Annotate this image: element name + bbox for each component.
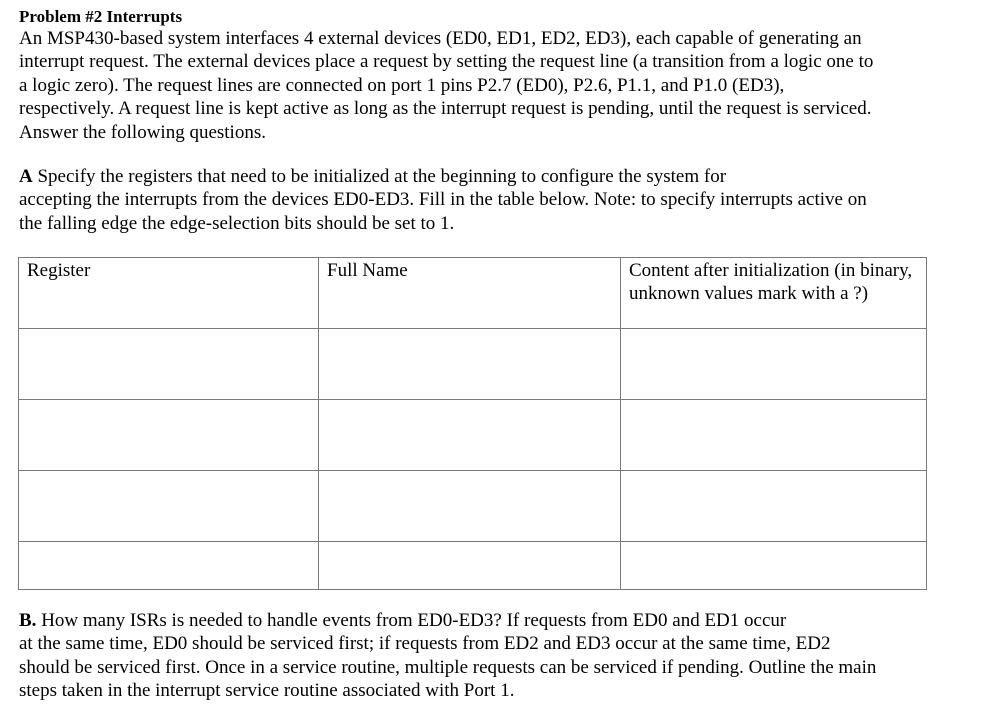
part-a-line — [19, 165, 867, 188]
part-a-label: A — [19, 166, 33, 187]
table-header-row — [19, 258, 927, 329]
full-name-cell[interactable] — [319, 400, 621, 471]
register-cell[interactable] — [19, 329, 319, 400]
intro-line: a logic zero). The request lines are connected on port 1 pins P2.7 (ED0), P2.6, P1.1, and P1.0 (ED3), — [19, 74, 785, 96]
part-b-label: B. — [19, 610, 37, 631]
problem-intro — [19, 27, 873, 144]
intro-line: Answer the following questions. — [19, 121, 266, 143]
part-a-line: accepting the interrupts from the devices ED0-ED3. Fill in the table below. Note: to specify interrupts active on — [19, 189, 867, 211]
register-cell[interactable] — [19, 471, 319, 542]
header-full-name: Full Name — [319, 258, 621, 329]
header-register: Register — [19, 258, 319, 329]
table-row — [19, 329, 927, 400]
full-name-cell[interactable] — [319, 329, 621, 400]
register-table — [18, 257, 927, 590]
header-content: Content after initialization (in binary, unknown values mark with a ?) — [621, 258, 927, 329]
full-name-cell[interactable] — [319, 471, 621, 542]
part-b-question — [19, 609, 876, 703]
content-cell[interactable] — [621, 542, 927, 590]
problem-title: Problem #2 Interrupts — [19, 7, 183, 26]
table-row — [19, 400, 927, 471]
part-b-line-text: How many ISRs is needed to handle events from ED0-ED3? If requests from ED0 and ED1 occur — [36, 610, 787, 631]
part-b-line — [19, 609, 876, 632]
part-a-line: the falling edge the edge-selection bits should be set to 1. — [19, 212, 455, 234]
intro-line: interrupt request. The external devices place a request by setting the request line (a transition from a logic one to — [19, 51, 874, 73]
part-b-line: should be serviced first. Once in a service routine, multiple requests can be serviced if pending. Outline the main — [19, 656, 877, 678]
intro-line: An MSP430-based system interfaces 4 external devices (ED0, ED1, ED2, ED3), each capable of generating an — [19, 28, 862, 49]
full-name-cell[interactable] — [319, 542, 621, 590]
part-a-line-text: Specify the registers that need to be initialized at the beginning to configure the system for — [32, 166, 727, 187]
part-b-line: steps taken in the interrupt service routine associated with Port 1. — [19, 680, 515, 702]
content-cell[interactable] — [621, 471, 927, 542]
content-cell[interactable] — [621, 400, 927, 471]
table-row — [19, 471, 927, 542]
register-cell[interactable] — [19, 400, 319, 471]
intro-line: respectively. A request line is kept active as long as the interrupt request is pending, until the request is serviced. — [19, 98, 872, 120]
content-cell[interactable] — [621, 329, 927, 400]
table-row — [19, 542, 927, 590]
part-b-line: at the same time, ED0 should be serviced first; if requests from ED2 and ED3 occur at the same time, ED2 — [19, 633, 831, 655]
register-cell[interactable] — [19, 542, 319, 590]
part-a-question — [19, 165, 867, 235]
